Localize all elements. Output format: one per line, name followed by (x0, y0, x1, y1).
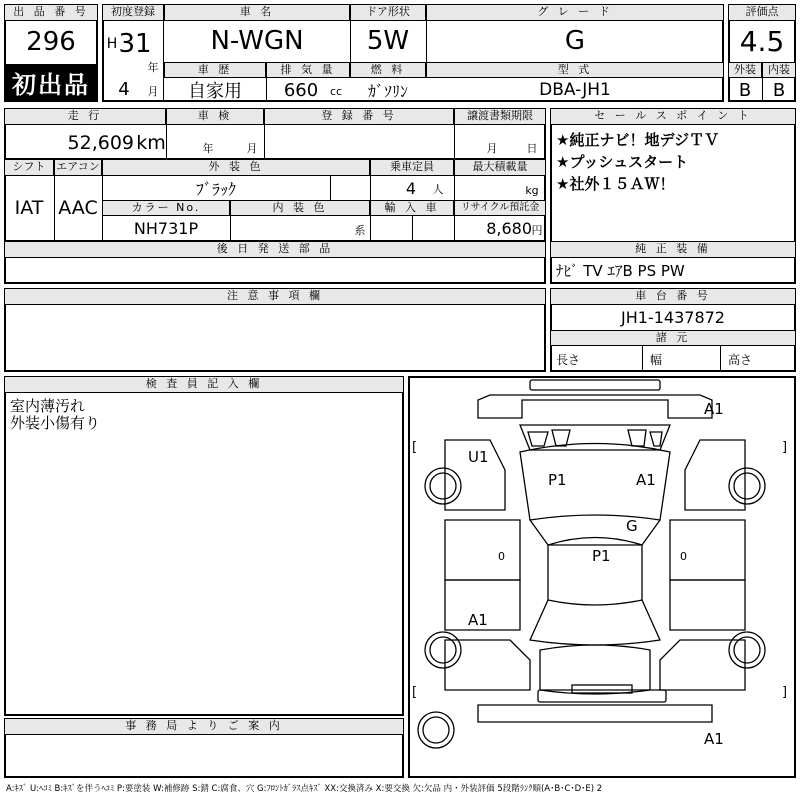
inspection-label: 車 検 (166, 108, 264, 125)
insp-year-unit: 年 (202, 142, 214, 155)
load-unit: kg (525, 183, 539, 197)
bracket-left-2: [ (412, 685, 418, 700)
chassis-label: 車 台 番 号 (550, 288, 796, 305)
transfer-day-unit: 日 (526, 142, 538, 155)
era: H (106, 36, 118, 52)
displacement: 660 (283, 79, 319, 101)
later-parts-label: 後 日 発 送 部 品 (4, 241, 546, 258)
color-no: NH731P (133, 218, 199, 238)
displacement-label: 排 気 量 (266, 62, 350, 78)
damage-mark-hood-right: A1 (636, 471, 656, 489)
capacity-label: 乗車定員 (370, 159, 454, 176)
inspector-line-2: 外装小傷有り (10, 413, 101, 432)
year-unit: 年 (147, 61, 159, 74)
damage-mark-front-bumper: A1 (704, 400, 724, 418)
recycle-label: リサイクル預託金 (454, 200, 546, 216)
exterior-grade: B (738, 79, 752, 101)
lot-number: 296 (26, 27, 76, 57)
notes-label: 注 意 事 項 欄 (4, 288, 546, 305)
reg-month: 4 (118, 78, 130, 100)
int-color-unit: 系 (354, 224, 366, 237)
transfer-label: 譲渡書類期限 (454, 108, 546, 125)
grade: G (564, 26, 586, 56)
car-name-label: 車 名 (164, 4, 350, 21)
spec-label: 諸 元 (550, 330, 796, 346)
insp-month-unit: 月 (246, 142, 258, 155)
history-label: 車 歴 (164, 62, 266, 78)
mileage-label: 走 行 (4, 108, 166, 125)
fuel-label: 燃 料 (350, 62, 426, 78)
damage-mark-windshield: G (626, 517, 638, 535)
shift-label: シフト (4, 159, 54, 176)
recycle-unit: 円 (531, 224, 543, 237)
spec-width: 幅 (650, 352, 663, 367)
spec-length: 長さ (556, 352, 581, 367)
aircon: AAC (58, 197, 98, 219)
int-color-label: 内 装 色 (230, 200, 370, 216)
recycle-amount: 8,680 (486, 218, 532, 238)
model: DBA-JH1 (539, 80, 611, 100)
lot-label: 出 品 番 号 (4, 4, 98, 21)
ext-color-label: 外 装 色 (102, 159, 370, 176)
equipment-value: ﾅﾋﾞ TV ｴｱB PS PW (556, 262, 685, 280)
interior-grade: B (772, 79, 786, 101)
score-label: 評価点 (728, 4, 796, 21)
damage-mark-left-fender: U1 (468, 448, 489, 466)
door-type: 5W (366, 26, 410, 56)
capacity-unit: 人 (432, 183, 444, 196)
interior-label: 内装 (762, 62, 796, 78)
inspector-label: 検 査 員 記 入 欄 (4, 376, 404, 393)
import-label: 輸 入 車 (370, 200, 454, 216)
inspector-line-1: 室内薄汚れ (10, 396, 86, 415)
damage-diagram (408, 376, 796, 778)
sales-line-3: ★社外１５ＡＷ！ (556, 174, 675, 193)
spec-height: 高さ (728, 352, 753, 367)
score: 4.5 (739, 24, 785, 58)
color-no-label: カラー No. (102, 200, 230, 216)
door-label: ドア形状 (350, 4, 426, 21)
history: 自家用 (188, 81, 242, 102)
equipment-label: 純 正 装 備 (550, 241, 796, 258)
bracket-right-2: ] (782, 685, 788, 700)
legend: A:ｷｽﾞ U:ﾍｺﾐ B:ｷｽﾞを伴うﾍｺﾐ P:要塗装 W:補修跡 S:錆 C:腐食、穴 G:ﾌﾛﾝﾄｶﾞﾗｽ点ｷｽﾞ XX:交換済み X:要交換 欠:欠品 内・外装評価 5段階ﾗﾝｸ順(A･B･C･D･E) 2 (6, 784, 603, 794)
chassis-number: JH1-1437872 (621, 307, 725, 327)
door-handle-right: 0 (680, 550, 687, 563)
aircon-label: エアコン (54, 159, 102, 176)
shift: IAT (14, 197, 44, 219)
bracket-right-1: ] (782, 440, 788, 455)
capacity: 4 (405, 178, 417, 198)
door-handle-left: 0 (498, 550, 505, 563)
displacement-unit: cc (329, 84, 343, 98)
exterior-label: 外装 (728, 62, 762, 78)
first-reg-label: 初度登録 (102, 4, 164, 21)
plate-label: 登 録 番 号 (264, 108, 454, 125)
damage-mark-hood-left: P1 (548, 471, 567, 489)
model-label: 型 式 (426, 62, 724, 78)
mileage-unit: km (136, 132, 166, 154)
grade-label: グ レ ー ド (426, 4, 724, 21)
mileage: 52,609 (67, 132, 134, 154)
sales-label: セ ー ル ス ポ イ ン ト (550, 108, 796, 125)
first-listing-badge: 初出品 (6, 64, 96, 100)
month-unit: 月 (147, 85, 159, 98)
fuel: ｶﾞｿﾘﾝ (367, 81, 408, 101)
reg-year: 31 (118, 29, 152, 59)
load-label: 最大積載量 (454, 159, 546, 176)
sales-line-1: ★純正ナビ！地デジＴＶ (556, 130, 720, 149)
damage-mark-left-rear: A1 (468, 611, 488, 629)
damage-mark-roof: P1 (592, 547, 611, 565)
bracket-left-1: [ (412, 440, 418, 455)
transfer-month-unit: 月 (486, 142, 498, 155)
office-label: 事 務 局 よ り ご 案 内 (4, 718, 404, 735)
sales-line-2: ★プッシュスタート (556, 152, 689, 171)
car-name: N-WGN (210, 26, 304, 56)
ext-color: ﾌﾞﾗｯｸ (195, 179, 236, 199)
damage-mark-rear-bumper: A1 (704, 730, 724, 748)
